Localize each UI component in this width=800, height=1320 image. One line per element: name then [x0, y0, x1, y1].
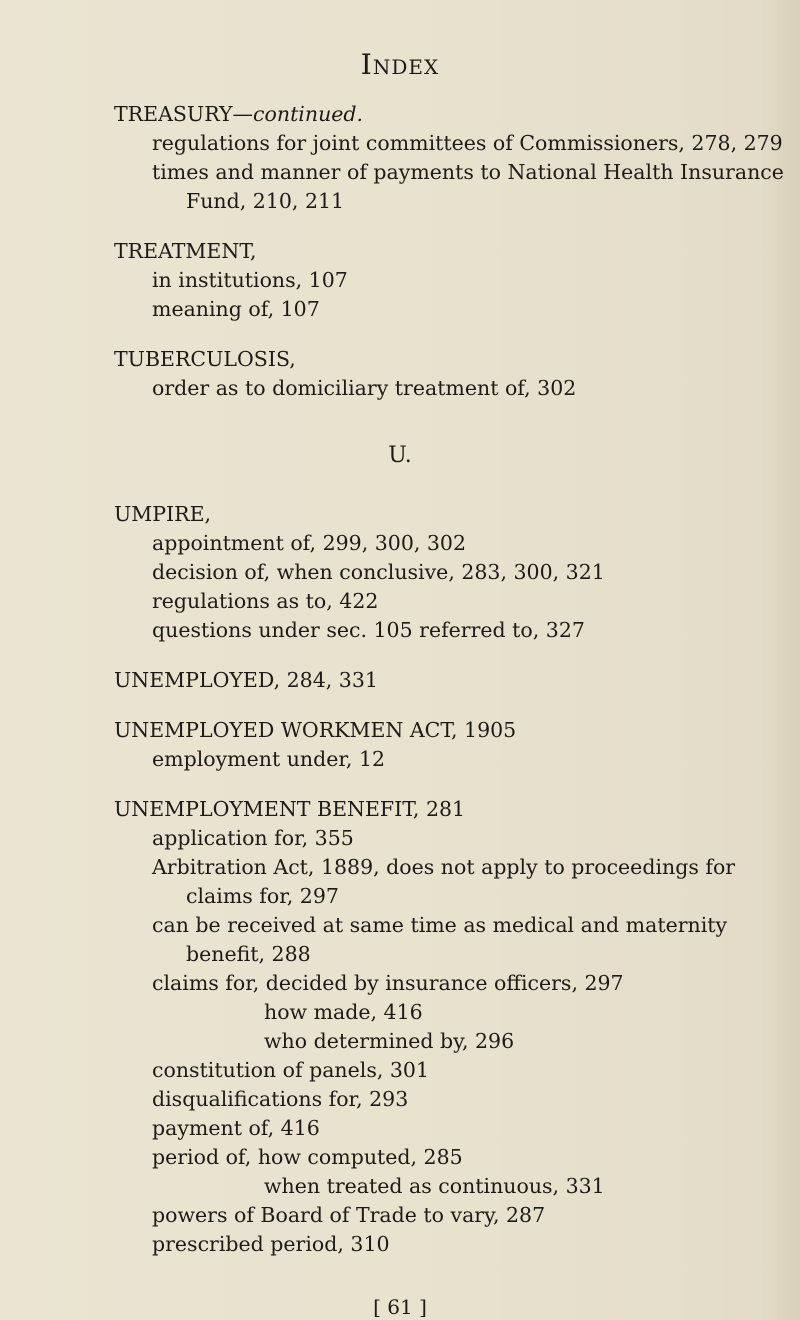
- index-subentry: prescribed period, 310: [152, 1232, 390, 1256]
- page-header: Index: [360, 48, 440, 81]
- index-heading-treatment: TREATMENT,: [114, 239, 257, 263]
- index-heading-unemployed-workmen: UNEMPLOYED WORKMEN ACT, 1905: [114, 718, 517, 742]
- index-heading-unemployed: UNEMPLOYED, 284, 331: [114, 668, 378, 692]
- index-subentry: times and manner of payments to National Health Insurance Fund, 210, 211: [152, 160, 784, 213]
- index-subentry: regulations for joint committees of Commissioners, 278, 279: [152, 131, 783, 155]
- index-heading-treasury: [114, 100, 794, 129]
- continued-label: —continued.: [232, 102, 364, 126]
- index-subentry: disqualifications for, 293: [152, 1087, 409, 1111]
- index-subentry: constitution of panels, 301: [152, 1058, 430, 1082]
- index-heading-umpire: UMPIRE,: [114, 502, 212, 526]
- index-subentry: can be received at same time as medical and maternity benefit, 288: [152, 913, 728, 966]
- index-subentry: decision of, when conclusive, 283, 300, 321: [152, 560, 605, 584]
- index-subsubentry: how made, 416: [264, 1000, 423, 1024]
- index-subentry: questions under sec. 105 referred to, 327: [152, 618, 585, 642]
- heading-text: TREASURY: [114, 102, 233, 126]
- page-number: [ 61 ]: [373, 1295, 427, 1319]
- index-content: [114, 100, 794, 1259]
- index-subentry: claims for, decided by insurance officers, 297: [152, 971, 624, 995]
- index-heading-tuberculosis: TUBERCULOSIS,: [114, 347, 296, 371]
- index-subentry: order as to domiciliary treatment of, 302: [152, 376, 577, 400]
- index-subentry: meaning of, 107: [152, 297, 320, 321]
- index-subentry: period of, how computed, 285: [152, 1145, 463, 1169]
- index-subentry: regulations as to, 422: [152, 589, 379, 613]
- index-subentry: payment of, 416: [152, 1116, 320, 1140]
- index-subentry: Arbitration Act, 1889, does not apply to proceedings for claims for, 297: [152, 855, 736, 908]
- index-subentry: appointment of, 299, 300, 302: [152, 531, 467, 555]
- index-subentry: powers of Board of Trade to vary, 287: [152, 1203, 546, 1227]
- index-subsubentry: when treated as continuous, 331: [264, 1174, 605, 1198]
- index-subentry: application for, 355: [152, 826, 354, 850]
- index-subentry: employment under, 12: [152, 747, 386, 771]
- section-letter: U.: [388, 443, 412, 468]
- index-subsubentry: who determined by, 296: [264, 1029, 515, 1053]
- index-subentry: in institutions, 107: [152, 268, 348, 292]
- index-heading-unemployment-benefit: UNEMPLOYMENT BENEFIT, 281: [114, 797, 466, 821]
